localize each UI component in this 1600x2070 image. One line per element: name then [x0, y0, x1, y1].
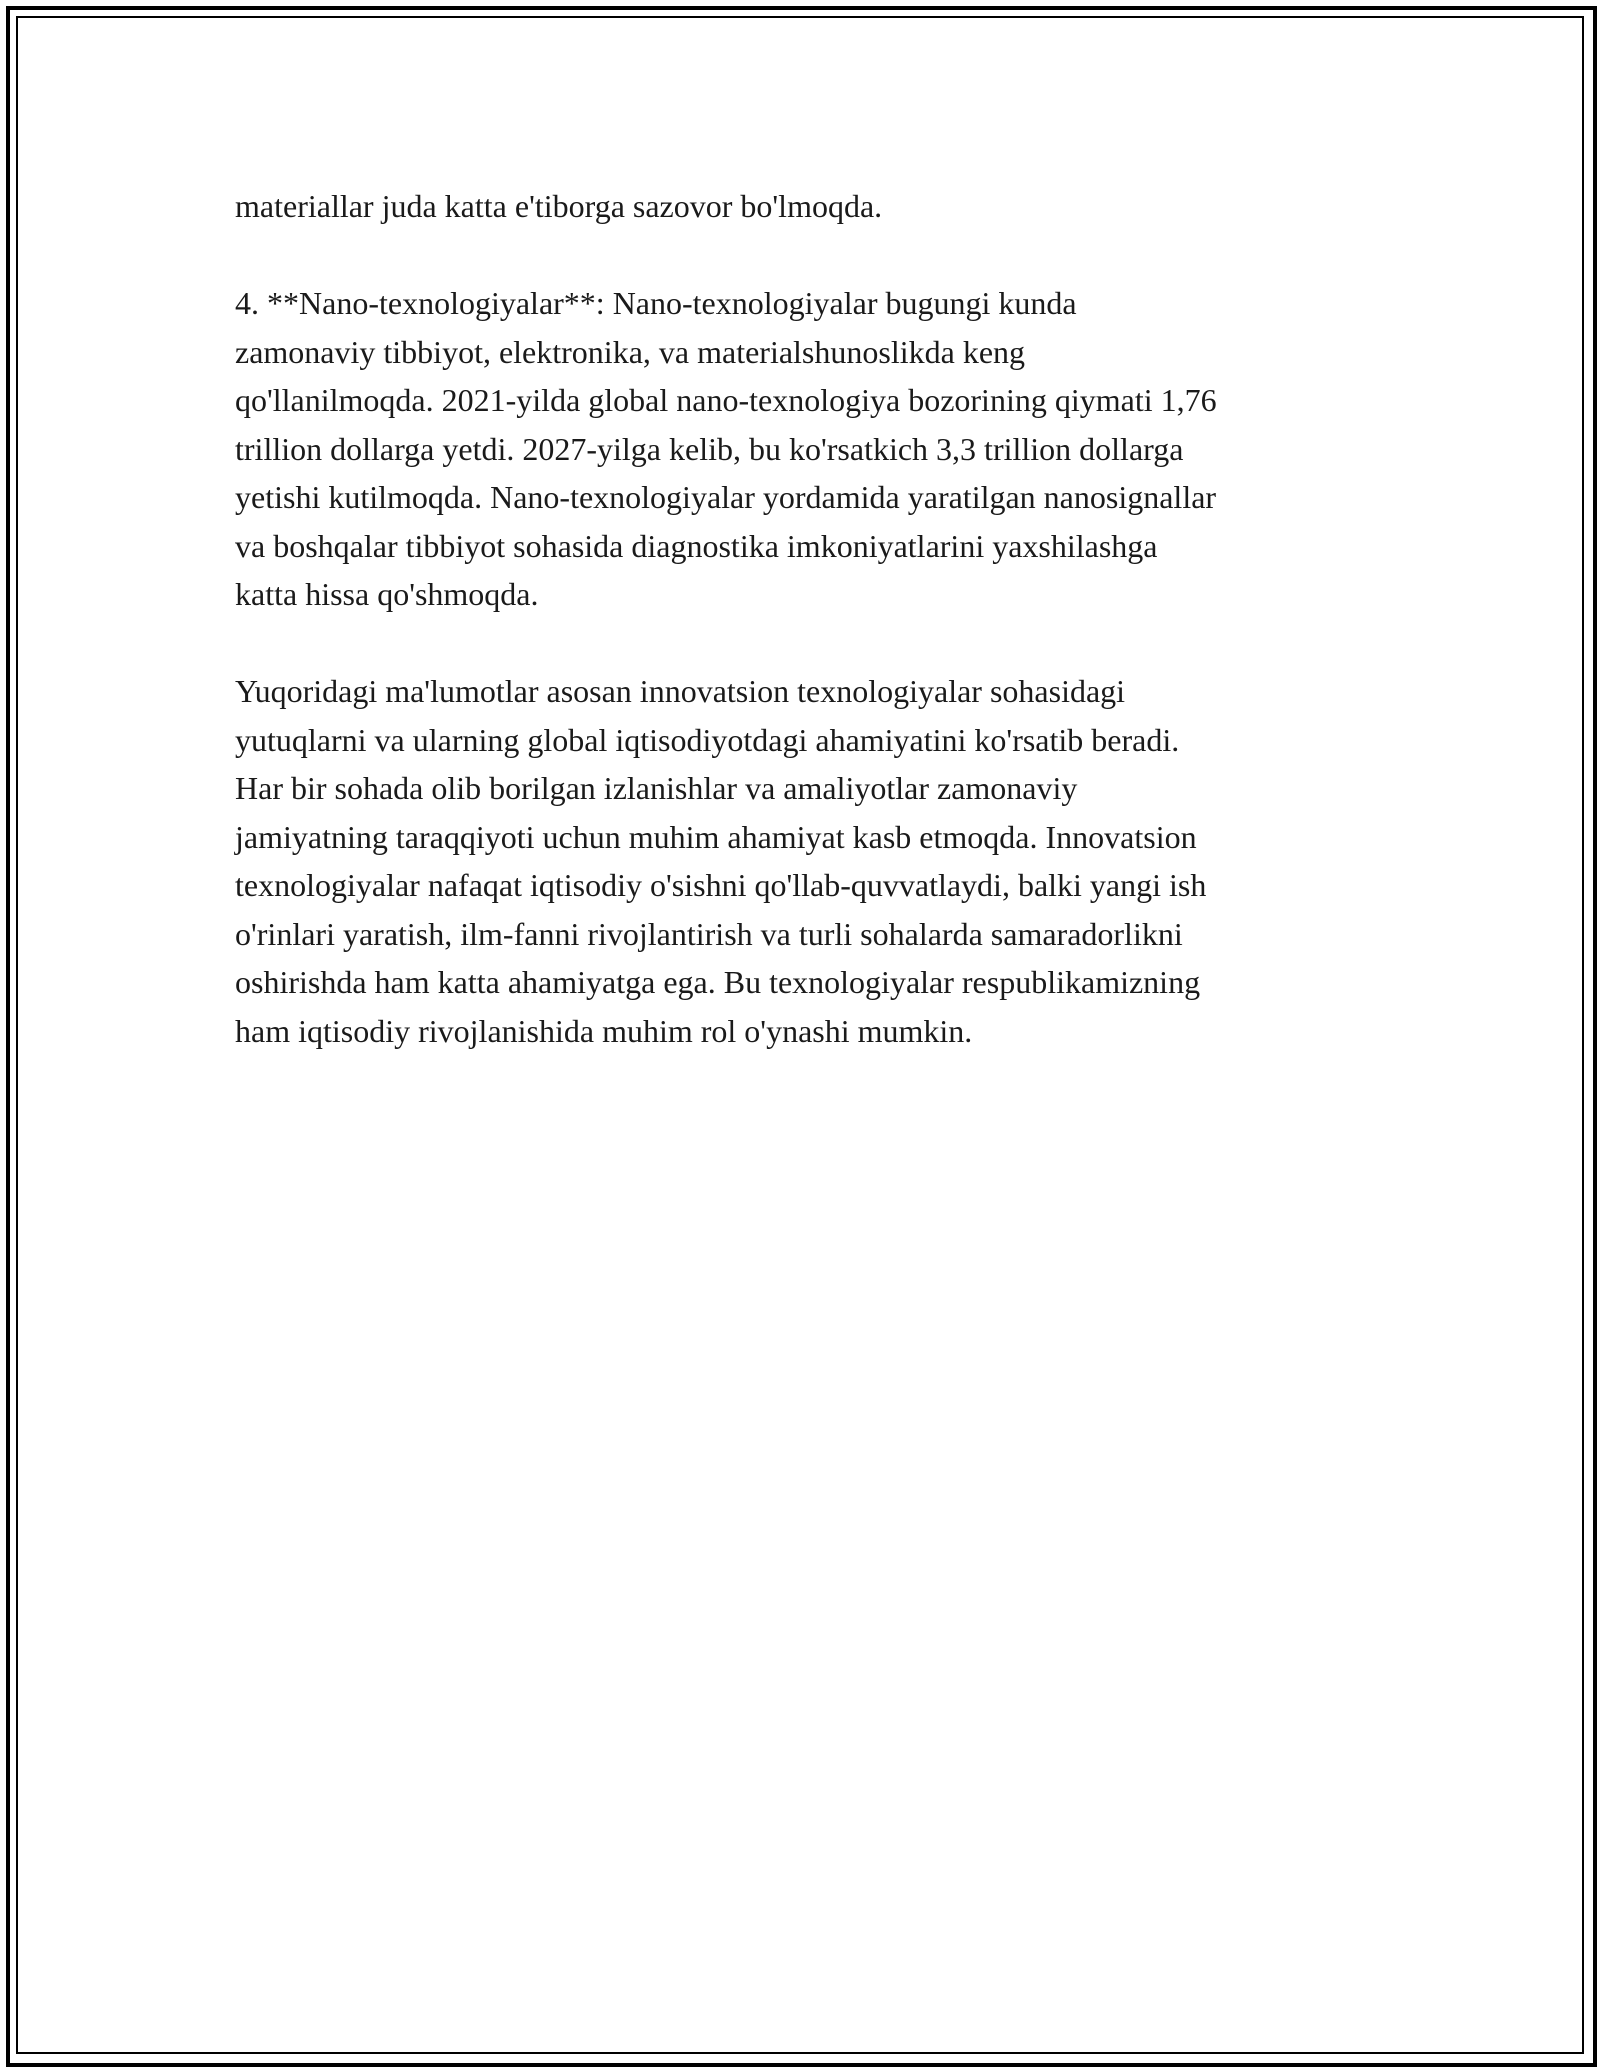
text-line: katta hissa qo'shmoqda. — [235, 576, 539, 612]
text-line: jamiyatning taraqqiyoti uchun muhim ahamiyat kasb etmoqda. Innovatsion — [235, 818, 1197, 855]
text-line: Har bir sohada olib borilgan izlanishlar va amaliyotlar zamonaviy — [235, 770, 1078, 806]
document-body — [235, 182, 1370, 1104]
text-line: 4. **Nano-texnologiyalar**: Nano-texnologiyalar bugungi kunda — [235, 285, 1077, 321]
text-line: trillion dollarga yetdi. 2027-yilga kelib, bu ko'rsatkich 3,3 trillion dollarga — [235, 430, 1184, 467]
paragraph-nano-technologies — [235, 279, 1370, 619]
text-line: ham iqtisodiy rivojlanishida muhim rol o'ynashi mumkin. — [235, 1012, 973, 1049]
text-line: yetishi kutilmoqda. Nano-texnologiyalar yordamida yaratilgan nanosignallar — [235, 479, 1217, 515]
paragraph-continuation — [235, 182, 1370, 231]
paragraph-conclusion — [235, 667, 1370, 1055]
text-line: va boshqalar tibbiyot sohasida diagnostika imkoniyatlarini yaxshilashga — [235, 527, 1158, 564]
text-line: oshirishda ham katta ahamiyatga ega. Bu texnologiyalar respublikamizning — [235, 964, 1201, 1000]
text-line: texnologiyalar nafaqat iqtisodiy o'sishni qo'llab-quvvatlaydi, balki yangi ish — [235, 867, 1207, 903]
text-line: materiallar juda katta e'tiborga sazovor bo'lmoqda. — [235, 188, 883, 224]
text-line: yutuqlarni va ularning global iqtisodiyotdagi ahamiyatini ko'rsatib beradi. — [235, 721, 1180, 758]
text-line: zamonaviy tibbiyot, elektronika, va materialshunoslikda keng — [235, 333, 1026, 370]
text-line: Yuqoridagi ma'lumotlar asosan innovatsion texnologiyalar sohasidagi — [235, 673, 1126, 709]
text-line: qo'llanilmoqda. 2021-yilda global nano-texnologiya bozorining qiymati 1,76 — [235, 382, 1217, 418]
text-line: o'rinlari yaratish, ilm-fanni rivojlantirish va turli sohalarda samaradorlikni — [235, 915, 1183, 952]
